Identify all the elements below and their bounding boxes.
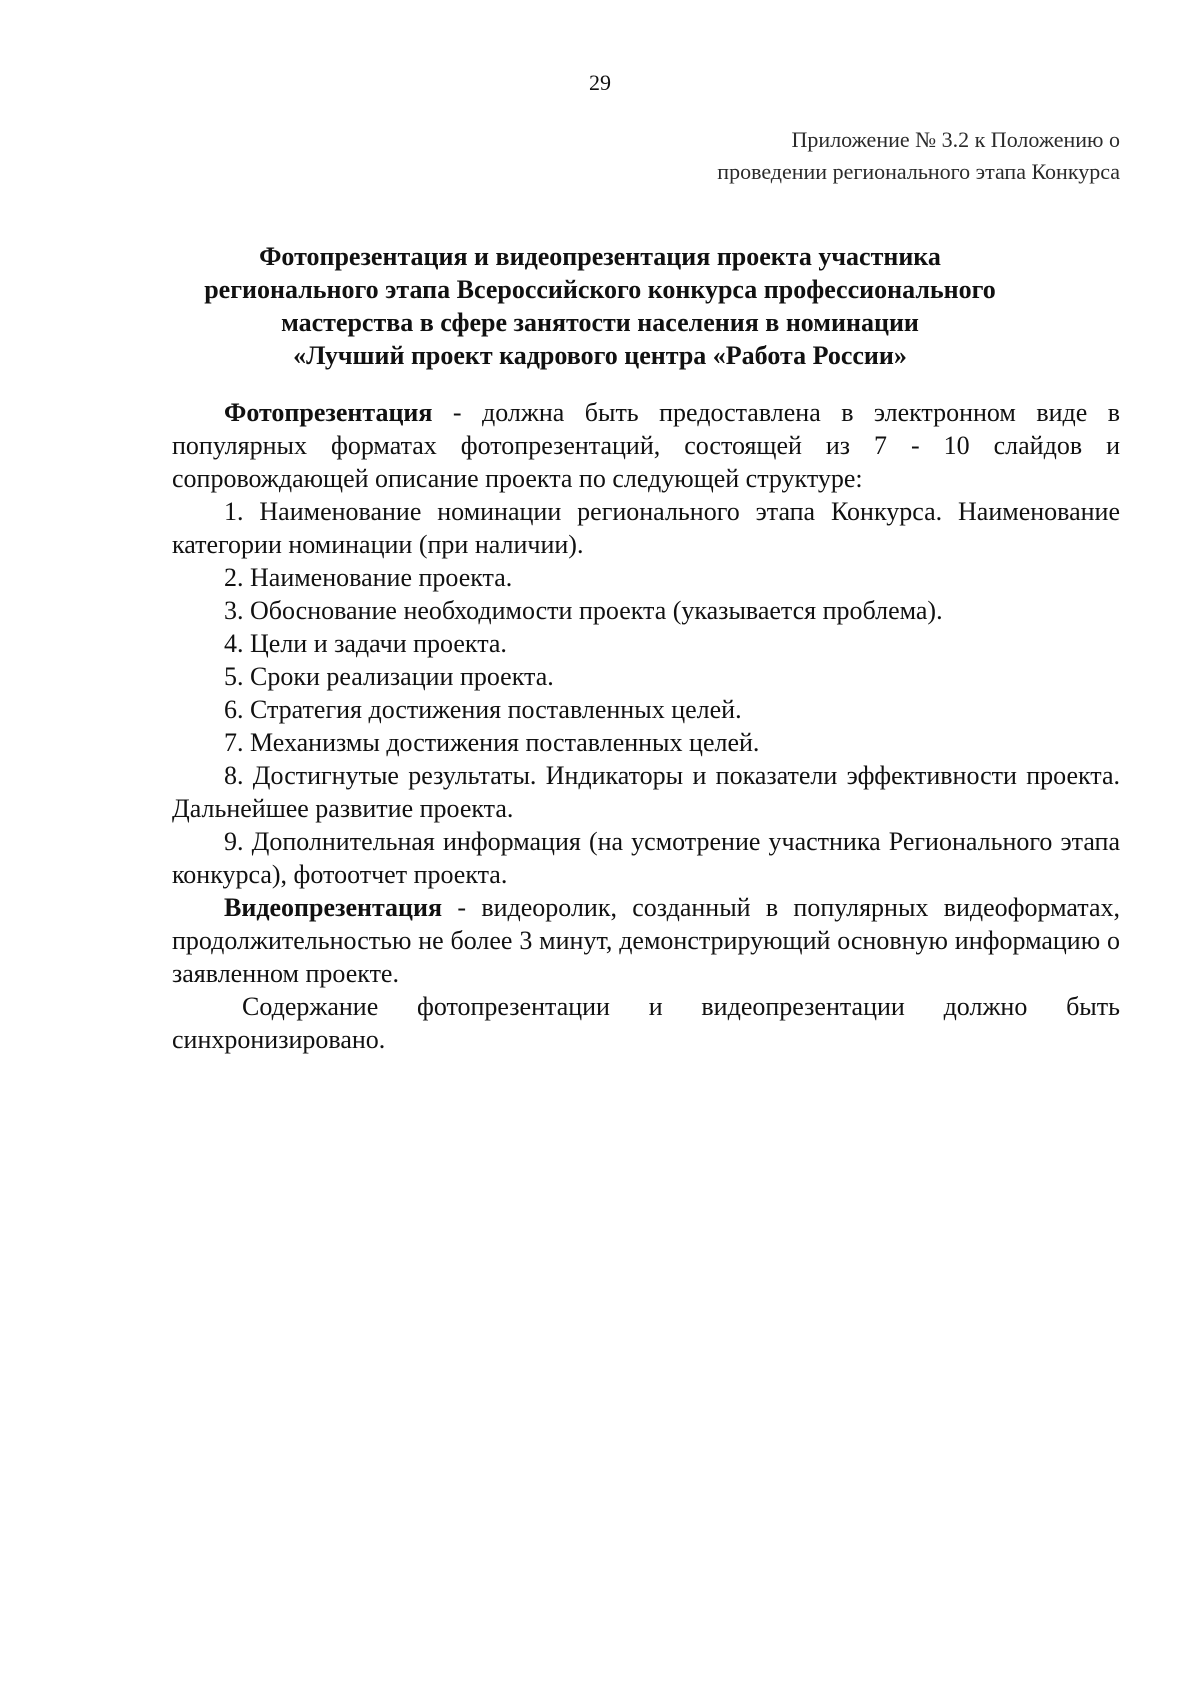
closing-paragraph: Содержание фотопрезентации и видеопрезентации должно быть синхронизировано. [172, 992, 1120, 1054]
appendix-line-2: проведении регионального этапа Конкурса [717, 159, 1120, 184]
video-presentation-text: - видеоролик, созданный в популярных видеоформатах, продолжительностью не более 3 минут, демонстрирующий основную информацию о заявленном проекте. [172, 893, 1120, 988]
photo-presentation-text: - должна быть предоставлена в электронном виде в популярных форматах фотопрезентаций, состоящей из 7 - 10 слайдов и сопровождающей описание проекта по следующей структуре: [172, 398, 1120, 493]
title-line-3: мастерства в сфере занятости населения в номинации [281, 308, 919, 337]
list-item-4: 4. Цели и задачи проекта. [224, 629, 507, 658]
list-item-1: 1. Наименование номинации регионального этапа Конкурса. Наименование категории номинации (при наличии). [172, 497, 1120, 559]
list-item-2: 2. Наименование проекта. [224, 563, 513, 592]
list-item-5: 5. Сроки реализации проекта. [224, 662, 554, 691]
list-item-8: 8. Достигнутые результаты. Индикаторы и показатели эффективности проекта. Дальнейшее развитие проекта. [172, 761, 1120, 823]
title-line-2: регионального этапа Всероссийского конкурса профессионального [204, 275, 996, 304]
document-title [150, 240, 1050, 372]
title-line-1: Фотопрезентация и видеопрезентация проекта участника [259, 242, 941, 271]
list-item-7: 7. Механизмы достижения поставленных целей. [224, 728, 760, 757]
video-presentation-term: Видеопрезентация [224, 893, 443, 922]
page-number: 29 [589, 70, 611, 95]
list-item-3: 3. Обоснование необходимости проекта (указывается проблема). [224, 596, 943, 625]
title-line-4: «Лучший проект кадрового центра «Работа России» [293, 341, 907, 370]
list-item-9: 9. Дополнительная информация (на усмотрение участника Регионального этапа конкурса), фотоотчет проекта. [172, 827, 1120, 889]
photo-presentation-term: Фотопрезентация [224, 398, 433, 427]
list-item-6: 6. Стратегия достижения поставленных целей. [224, 695, 742, 724]
document-body [172, 396, 1120, 1056]
photo-presentation-paragraph [172, 396, 1120, 495]
appendix-reference [520, 124, 1120, 188]
appendix-line-1: Приложение № 3.2 к Положению о [791, 127, 1120, 152]
video-presentation-paragraph [172, 891, 1120, 990]
